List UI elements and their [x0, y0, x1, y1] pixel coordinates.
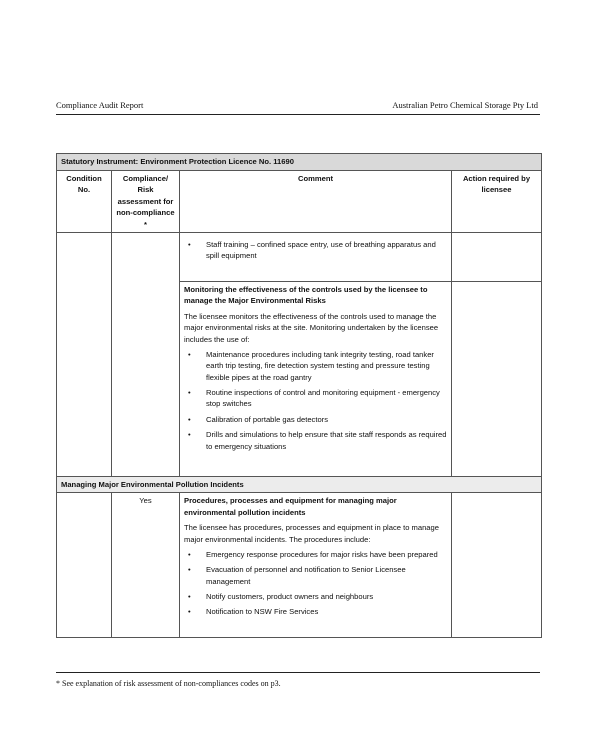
col-condition-no: Condition No.: [57, 171, 112, 233]
audit-table: [56, 153, 542, 638]
bullet-icon: •: [188, 549, 191, 559]
bullet-icon: •: [188, 592, 191, 602]
action-cell: [452, 232, 542, 281]
bullet-icon: •: [188, 388, 191, 398]
section-title: Managing Major Environmental Pollution Incidents: [57, 476, 542, 492]
header-company-name: Australian Petro Chemical Storage Pty Ltd: [392, 100, 538, 110]
list-item: • Routine inspections of control and monitoring equipment - emergency stop switches: [184, 387, 447, 410]
list-item: • Calibration of portable gas detectors: [184, 414, 447, 425]
instrument-row: [57, 154, 542, 171]
col-action-required: Action required by licensee: [452, 171, 542, 233]
page-header: [56, 100, 540, 115]
list-item: • Emergency response procedures for major risks have been prepared: [184, 549, 447, 560]
list-item: • Maintenance procedures including tank integrity testing, road tanker earth trip testing, fire detection system testing and pressure testing flexible pipes at the road gantry: [184, 349, 447, 383]
compliance-cell: [112, 232, 180, 476]
col-comment: Comment: [180, 171, 452, 233]
list-item: • Notification to NSW Fire Services: [184, 606, 447, 617]
bullet-icon: •: [188, 430, 191, 440]
col-compliance: Compliance/ Risk assessment for non-compliance *: [112, 171, 180, 233]
list-item: • Drills and simulations to help ensure that site staff responds as required to emergency situations: [184, 429, 447, 452]
footnote: * See explanation of risk assessment of non-compliances codes on p3.: [56, 679, 281, 688]
comment-intro: The licensee has procedures, processes and equipment in place to manage major environmental incidents. The procedures include:: [184, 523, 439, 544]
bullet-icon: •: [188, 239, 191, 249]
footnote-divider: [56, 672, 540, 673]
bullet-icon: •: [188, 565, 191, 575]
list-item: • Staff training – confined space entry, use of breathing apparatus and spill equipment: [184, 239, 447, 262]
condition-cell: [57, 493, 112, 638]
bullet-icon: •: [188, 607, 191, 617]
comment-cell: [180, 281, 452, 476]
section-row: [57, 476, 542, 492]
comment-heading: Procedures, processes and equipment for managing major environmental pollution incidents: [184, 496, 397, 517]
comment-cell: [180, 493, 452, 638]
action-cell: [452, 281, 542, 476]
column-header-row: [57, 171, 542, 233]
header-report-title: Compliance Audit Report: [56, 100, 144, 110]
bullet-icon: •: [188, 349, 191, 359]
action-cell: [452, 493, 542, 638]
table-row: [57, 493, 542, 638]
comment-intro: The licensee monitors the effectiveness of the controls used to manage the major environmental risks at the site. Monitoring undertaken by the licensee includes the use of:: [184, 311, 439, 344]
comment-cell: [180, 232, 452, 281]
condition-cell: [57, 232, 112, 476]
instrument-title: Statutory Instrument: Environment Protection Licence No. 11690: [57, 154, 542, 171]
table-row: [57, 232, 542, 281]
list-item: • Evacuation of personnel and notification to Senior Licensee management: [184, 564, 447, 587]
bullet-icon: •: [188, 414, 191, 424]
compliance-value: Yes: [112, 493, 180, 638]
comment-heading: Monitoring the effectiveness of the controls used by the licensee to manage the Major Environmental Risks: [184, 284, 428, 306]
list-item: • Notify customers, product owners and neighbours: [184, 591, 447, 602]
